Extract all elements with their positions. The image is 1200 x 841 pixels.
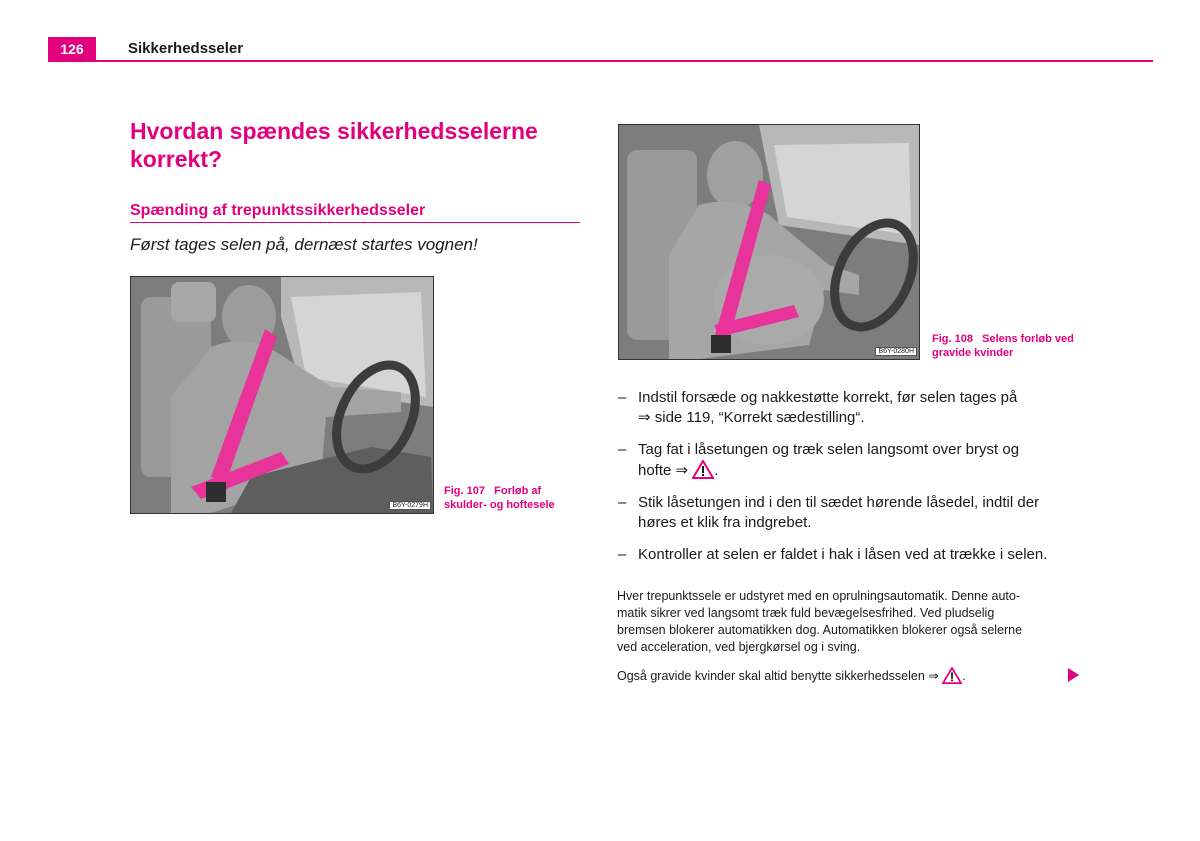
figure-108-text: Selens forløb ved gravide kvinder	[932, 333, 1074, 359]
next-page-arrow-icon[interactable]	[1068, 668, 1079, 682]
figure-107-number: Fig. 107	[444, 485, 485, 497]
figure-108-number: Fig. 108	[932, 333, 973, 345]
pregnant-note	[617, 667, 1069, 685]
paragraph-line: bremsen blokerer automatikken dog. Automatikken blokerer også selerne	[617, 623, 1023, 637]
list-item: – Indstil forsæde og nakkestøtte korrekt, før selen tages på ⇒ side 119, “Korrekt sædestilling“.	[618, 389, 1018, 426]
bullet-3-line-1: Stik låsetungen ind i den til sædet hørende låsedel, indtil der	[638, 494, 1040, 511]
figure-107-image	[130, 276, 434, 514]
subsection-title: Spænding af trepunktssikkerhedsseler	[130, 202, 426, 219]
figure-107-code: B6Y-0279H	[389, 501, 431, 510]
warning-triangle-icon[interactable]	[692, 460, 714, 479]
paragraph-line: Hver trepunktssele er udstyret med en oprulningsautomatik. Denne auto-	[617, 589, 1020, 603]
page-number: 126	[48, 37, 96, 61]
pregnant-note-text: Også gravide kvinder skal altid benytte sikkerhedsselen ⇒	[617, 669, 939, 683]
warning-triangle-icon[interactable]	[942, 667, 962, 684]
page-title: Hvordan spændes sikkerhedsselerne korrekt?	[130, 118, 538, 172]
figure-108-image	[618, 124, 920, 360]
figure-107-caption	[444, 484, 584, 512]
paragraph-line: matik sikrer ved langsomt træk fuld bevægelsesfrihed. Ved pludselig	[617, 606, 995, 620]
bullet-2-period: .	[714, 462, 719, 479]
lead-text: Først tages selen på, dernæst startes vognen!	[130, 235, 478, 254]
subsection-rule	[130, 222, 580, 223]
figure-108-code: B6Y-0280H	[875, 347, 917, 356]
bullet-4-line-1: Kontroller at selen er faldet i hak i låsen ved at trække i selen.	[638, 546, 1048, 563]
paragraph-line: ved acceleration, ved bjergkørsel og i sving.	[617, 640, 861, 654]
info-paragraph	[617, 588, 1069, 656]
instruction-list	[618, 388, 1068, 577]
list-item: – Stik låsetungen ind i den til sædet hørende låsedel, indtil der høres et klik fra indgrebet.	[618, 494, 1040, 531]
header-rule	[48, 60, 1153, 62]
list-item: – Kontroller at selen er faldet i hak i låsen ved at trække i selen.	[618, 546, 1048, 563]
bullet-2-line-1: Tag fat i låsetungen og træk selen langsomt over bryst og	[638, 441, 1020, 458]
figure-107-text: Forløb af skulder- og hoftesele	[444, 485, 555, 511]
bullet-1-line-2[interactable]: ⇒ side 119, “Korrekt sædestilling“.	[638, 409, 865, 426]
pregnant-note-period: .	[962, 669, 966, 683]
bullet-1-line-1: Indstil forsæde og nakkestøtte korrekt, før selen tages på	[638, 389, 1018, 406]
bullet-2-line-2: hofte ⇒	[638, 462, 689, 479]
list-item: – Tag fat i låsetungen og træk selen langsomt over bryst og hofte ⇒ .	[618, 441, 1020, 479]
bullet-3-line-2: høres et klik fra indgrebet.	[638, 514, 812, 531]
figure-108-caption	[932, 332, 1082, 360]
section-title: Sikkerhedsseler	[128, 40, 244, 57]
